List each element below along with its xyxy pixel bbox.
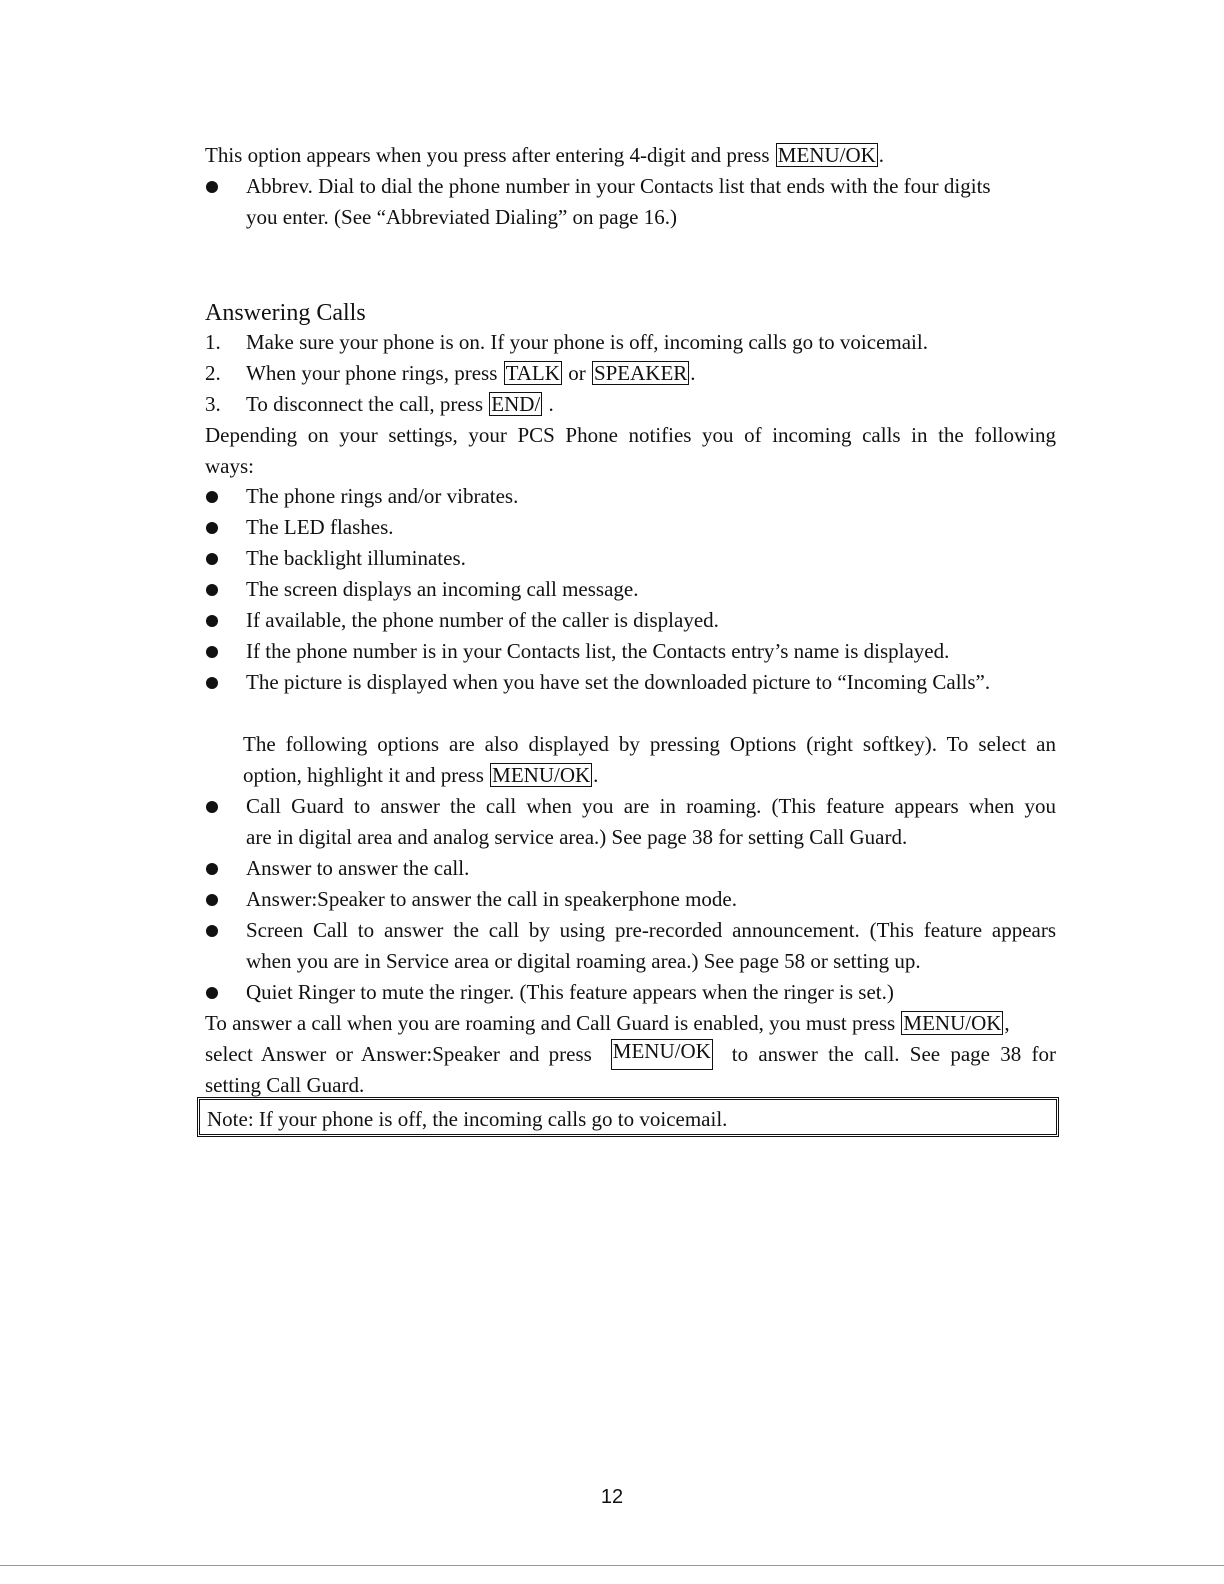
bullet-icon (206, 615, 218, 627)
punctuation: . (548, 392, 554, 416)
menu-ok-key: MENU/OK (777, 143, 876, 167)
quiet-ringer-option: Quiet Ringer to mute the ringer. (This feature appears when the ringer is set.) (246, 980, 894, 1004)
options-intro-line: The following options are also displayed by pressing Options (right softkey). To select an (243, 732, 1056, 756)
step-text-part: To disconnect the call, press (246, 392, 484, 416)
note-text: Note: If your phone is off, the incoming calls go to voicemail. (207, 1107, 728, 1131)
list-item: The picture is displayed when you have set the downloaded picture to “Incoming Calls”. (246, 670, 991, 694)
options-intro-line-2 (243, 760, 1056, 791)
roaming-text: to answer the call. See page 38 for (731, 1042, 1056, 1066)
step-text-part: or (568, 361, 586, 385)
list-item: The backlight illuminates. (246, 546, 466, 570)
bullet-icon (206, 646, 218, 658)
options-intro-text: option, highlight it and press (243, 763, 484, 787)
depending-line-2: ways: (205, 454, 254, 478)
punctuation: , (1004, 1011, 1010, 1035)
screen-call-option-2: when you are in Service area or digital roaming area.) See page 58 or setting up. (246, 949, 921, 973)
step-text (246, 389, 1056, 420)
menu-ok-key: MENU/OK (492, 763, 591, 787)
punctuation: . (690, 361, 696, 385)
roaming-line-3: setting Call Guard. (205, 1073, 365, 1097)
menu-ok-key: MENU/OK (611, 1039, 713, 1070)
bullet-icon (206, 987, 218, 999)
bullet-icon (206, 801, 218, 813)
punctuation: . (593, 763, 599, 787)
intro-line (205, 140, 1056, 171)
step-text-part: When your phone rings, press (246, 361, 498, 385)
bullet-icon (206, 925, 218, 937)
bullet-icon (206, 491, 218, 503)
abbrev-dial-line-2: you enter. (See “Abbreviated Dialing” on page 16.) (246, 205, 677, 229)
bullet-icon (206, 863, 218, 875)
punctuation: . (878, 143, 885, 167)
list-item: The phone rings and/or vibrates. (246, 484, 519, 508)
abbrev-dial-line: Abbrev. Dial to dial the phone number in your Contacts list that ends with the four digits (246, 174, 991, 198)
step-number: 3. (205, 392, 221, 416)
intro-text: This option appears when you press after entering 4-digit and press (205, 143, 770, 167)
page-number: 12 (600, 1486, 624, 1508)
step-number: 1. (205, 330, 221, 354)
roaming-line (205, 1008, 1056, 1039)
answer-speaker-option: Answer:Speaker to answer the call in speakerphone mode. (246, 887, 737, 911)
roaming-text: To answer a call when you are roaming and Call Guard is enabled, you must press (205, 1011, 896, 1035)
step-text (246, 358, 1056, 389)
depending-line: Depending on your settings, your PCS Phone notifies you of incoming calls in the following (205, 423, 1056, 447)
list-item: The screen displays an incoming call message. (246, 577, 639, 601)
step-text: Make sure your phone is on. If your phone is off, incoming calls go to voicemail. (246, 330, 928, 354)
screen-call-option: Screen Call to answer the call by using pre-recorded announcement. (This feature appears (246, 918, 1056, 942)
list-item: If the phone number is in your Contacts list, the Contacts entry’s name is displayed. (246, 639, 950, 663)
bullet-icon (206, 584, 218, 596)
bullet-icon (206, 553, 218, 565)
bullet-icon (206, 894, 218, 906)
speaker-key: SPEAKER (593, 361, 688, 385)
step-number: 2. (205, 361, 221, 385)
bullet-icon (206, 677, 218, 689)
end-key: END/ (491, 392, 541, 416)
bullet-icon (206, 181, 218, 193)
bullet-icon (206, 522, 218, 534)
talk-key: TALK (505, 361, 560, 385)
section-title: Answering Calls (205, 300, 366, 326)
answer-option: Answer to answer the call. (246, 856, 470, 880)
list-item: If available, the phone number of the caller is displayed. (246, 608, 719, 632)
roaming-line-2 (205, 1039, 1056, 1070)
menu-ok-key: MENU/OK (903, 1011, 1002, 1035)
call-guard-option: Call Guard to answer the call when you are in roaming. (This feature appears when you (246, 794, 1056, 818)
list-item: The LED flashes. (246, 515, 394, 539)
roaming-text: select Answer or Answer:Speaker and press (205, 1042, 592, 1066)
page-edge-divider (0, 1565, 1224, 1566)
call-guard-option-2: are in digital area and analog service area.) See page 38 for setting Call Guard. (246, 825, 908, 849)
